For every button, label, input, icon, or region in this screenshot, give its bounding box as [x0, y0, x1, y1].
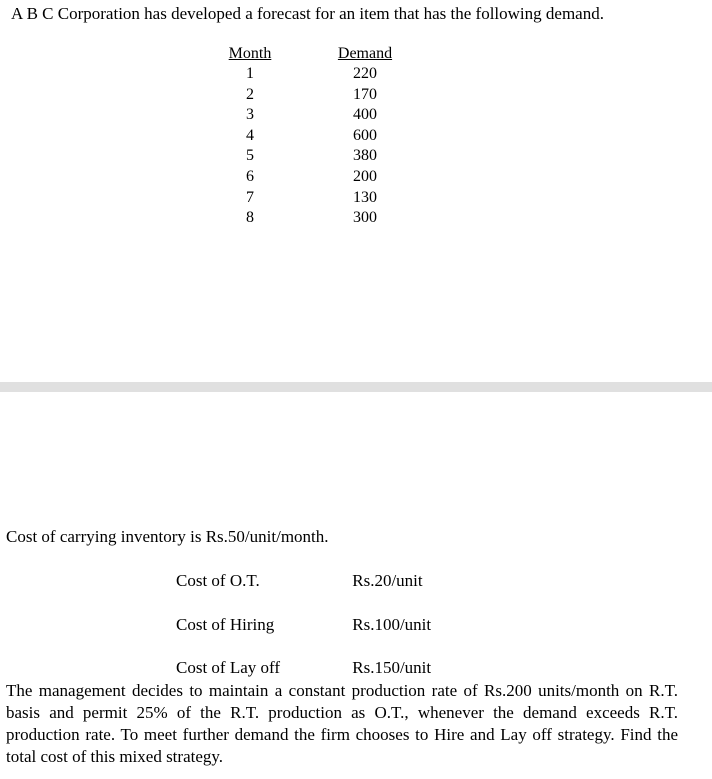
table-row: [222, 64, 400, 85]
month-cell: 7: [246, 188, 254, 206]
cost-value: Rs.20/unit: [352, 571, 423, 590]
cost-row-layoff: [176, 658, 431, 678]
cost-value: Rs.100/unit: [352, 615, 432, 634]
cost-label: Cost of Lay off: [176, 658, 281, 677]
demand-cell: 130: [353, 188, 377, 206]
demand-cell: 200: [353, 167, 377, 185]
cost-row-overtime: [176, 571, 423, 591]
demand-cell: 380: [353, 147, 377, 165]
month-header: Month: [228, 45, 272, 62]
demand-cell: 170: [353, 85, 377, 103]
cost-row-hiring: [176, 615, 431, 635]
month-cell: 3: [246, 106, 254, 124]
month-cell: 4: [246, 126, 254, 144]
demand-header: Demand: [337, 45, 393, 62]
cost-label: Cost of O.T.: [176, 571, 260, 590]
demand-cell: 220: [353, 65, 377, 82]
intro-text: A B C Corporation has developed a forecast for an item that has the following demand.: [11, 4, 604, 23]
table-row: [222, 146, 400, 167]
demand-cell: 600: [353, 126, 377, 144]
table-header-row: [222, 44, 400, 64]
month-cell: 2: [246, 85, 254, 103]
table-row: [222, 126, 400, 147]
demand-cell: 400: [353, 106, 377, 124]
month-cell: 1: [246, 65, 254, 82]
cost-label: Cost of Hiring: [176, 615, 275, 634]
demand-table: [222, 44, 400, 229]
month-cell: 5: [246, 147, 254, 165]
carrying-cost-text: Cost of carrying inventory is Rs.50/unit/month.: [6, 527, 329, 546]
problem-paragraph: The management decides to maintain a constant production rate of Rs.200 units/month on R.T. basis and permit 25% of the R.T. production as O.T., whenever the demand exceeds R.T. production rate. To meet further demand the firm chooses to Hire and Lay off strategy. Find the total cost of this mixed strategy.: [6, 681, 678, 766]
demand-cell: 300: [353, 209, 377, 227]
table-row: [222, 167, 400, 188]
table-row: [222, 208, 400, 229]
cost-value: Rs.150/unit: [352, 658, 432, 677]
table-row: [222, 105, 400, 126]
table-row: [222, 85, 400, 106]
table-row: [222, 188, 400, 209]
month-cell: 6: [246, 167, 254, 185]
section-divider: [0, 382, 712, 392]
month-cell: 8: [246, 209, 254, 227]
column-gap: [278, 44, 330, 64]
